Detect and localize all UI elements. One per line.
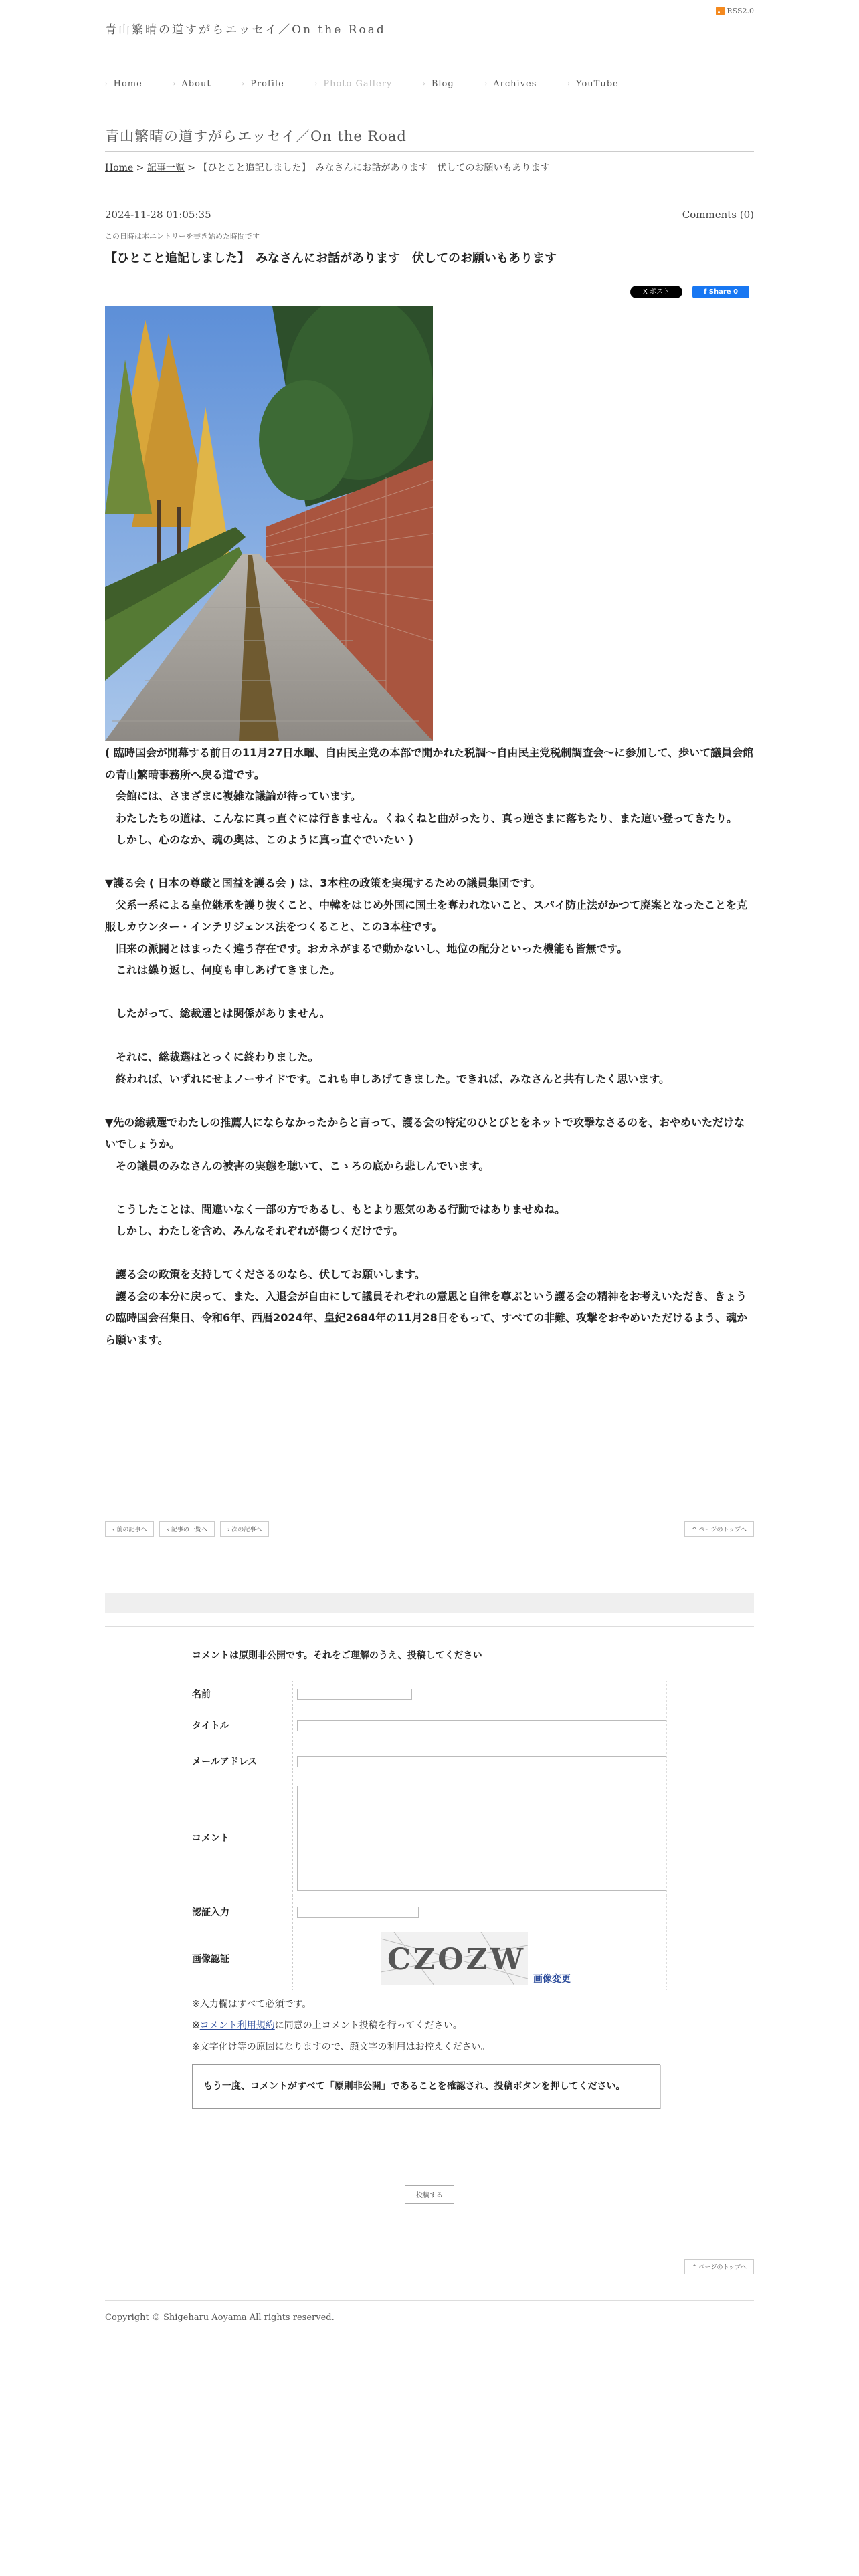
breadcrumb-separator: > bbox=[184, 163, 199, 173]
comment-textarea[interactable] bbox=[297, 1786, 666, 1891]
breadcrumb-separator: > bbox=[133, 163, 147, 173]
nav-label: Photo Gallery bbox=[323, 79, 393, 89]
entry-datetime-note: この日時は本エントリーを書き始めた時間です bbox=[105, 232, 260, 241]
nav-profile[interactable] bbox=[242, 79, 284, 89]
paragraph: 旧来の派閥とはまったく違う存在です。おカネがまるで動かないし、地位の配分といった機能も皆無です。 bbox=[105, 942, 628, 955]
chevron-right-icon: › bbox=[314, 80, 318, 88]
email-label: メールアドレス bbox=[192, 1743, 293, 1780]
entry-photo bbox=[105, 306, 433, 741]
auth-input[interactable] bbox=[297, 1907, 419, 1918]
chevron-right-icon: › bbox=[484, 80, 488, 88]
paragraph: 護る会の本分に戻って、また、入退会が自由にして議員それぞれの意思と自律を尊ぶという護る会の精神をお考えいただき、きょうの臨時国会召集日、令和6年、西暦2024年、皇紀2684年の11月28日をもって、すべての非難、攻撃をおやめいただけるよう、魂から願います。 bbox=[105, 1289, 748, 1346]
nav-label: Blog bbox=[431, 79, 454, 89]
entry-title: 【ひとこと追記しました】 みなさんにお話があります 伏してのお願いもあります bbox=[105, 251, 557, 265]
chevron-right-icon: › bbox=[242, 80, 246, 88]
facebook-share-button[interactable]: f Share 0 bbox=[692, 286, 749, 298]
paragraph: それに、総裁選はとっくに終わりました。 bbox=[105, 1051, 319, 1063]
entry-body bbox=[105, 742, 754, 1351]
paragraph: 終われば、いずれにせよノーサイドです。これも申しあげてきました。できれば、みなさんと共有したく思います。 bbox=[105, 1072, 670, 1085]
paragraph: しかし、心のなか、魂の奥は、このように真っ直ぐでいたい ) bbox=[105, 833, 413, 846]
page-top-button-bottom[interactable]: ^ ページのトップへ bbox=[684, 2259, 754, 2274]
note-terms: ※コメント利用規約に同意の上コメント投稿を行ってください。 bbox=[192, 2020, 462, 2031]
footer-divider bbox=[105, 2300, 754, 2301]
chevron-right-icon: › bbox=[173, 80, 177, 88]
note-emoticons: ※文字化け等の原因になりますので、顔文字の利用はお控えください。 bbox=[192, 2042, 490, 2052]
nav-label: Archives bbox=[493, 79, 537, 89]
rss-label: RSS2.0 bbox=[727, 7, 754, 15]
captcha-label: 画像認証 bbox=[192, 1928, 293, 1990]
nav-label: YouTube bbox=[576, 79, 619, 89]
post-list-button[interactable]: ‹ 記事の一覧へ bbox=[159, 1521, 214, 1537]
note-required: ※入力欄はすべて必須です。 bbox=[192, 1999, 312, 2010]
nav-archives[interactable] bbox=[485, 79, 537, 89]
form-notes bbox=[192, 1994, 667, 2058]
chevron-right-icon: › bbox=[105, 80, 108, 88]
paragraph: ▼先の総裁選でわたしの推薦人にならなかったからと言って、護る会の特定のひとびとをネットで攻撃なさるのを、おやめいただけないでしょうか。 bbox=[105, 1115, 745, 1150]
comment-row bbox=[192, 1780, 667, 1896]
breadcrumb-list[interactable]: 記事一覧 bbox=[147, 163, 185, 173]
confirm-message: もう一度、コメントがすべて「原則非公開」であることを確認され、投稿ボタンを押してください。 bbox=[192, 2064, 660, 2109]
page-top-button[interactable]: ^ ページのトップへ bbox=[684, 1521, 754, 1537]
nav-label: Profile bbox=[250, 79, 284, 89]
paragraph: ▼護る会 ( 日本の尊厳と国益を護る会 ) は、3本柱の政策を実現するための議員集団です。 bbox=[105, 877, 541, 889]
auth-row bbox=[192, 1896, 667, 1928]
nav-home[interactable] bbox=[105, 79, 142, 89]
email-input[interactable] bbox=[297, 1756, 666, 1767]
nav-photo-gallery[interactable] bbox=[315, 79, 392, 89]
paragraph: 会館には、さまざまに複雑な議論が待っています。 bbox=[105, 790, 361, 802]
name-label: 名前 bbox=[192, 1681, 293, 1707]
rss-link[interactable] bbox=[716, 7, 754, 15]
submit-button[interactable]: 投稿する bbox=[405, 2185, 454, 2204]
captcha-change-link[interactable]: 画像変更 bbox=[533, 1974, 571, 1985]
comment-form bbox=[192, 1648, 667, 2109]
title-input[interactable] bbox=[297, 1720, 666, 1731]
page-title: 青山繁晴の道すがらエッセイ／On the Road bbox=[105, 126, 754, 152]
comments-header-bar bbox=[105, 1593, 754, 1613]
nav-label: Home bbox=[113, 79, 142, 89]
comment-notice: コメントは原則非公開です。それをご理解のうえ、投稿してください bbox=[192, 1650, 482, 1661]
comment-label: コメント bbox=[192, 1780, 293, 1896]
paragraph: 父系一系による皇位継承を護り抜くこと、中韓をはじめ外国に国土を奪われないこと、スパイ防止法がかつて廃案となったことを克服しカウンター・インテリジェンス法をつくること、この3本柱です。 bbox=[105, 898, 748, 933]
rss-icon bbox=[716, 7, 725, 15]
title-label: タイトル bbox=[192, 1707, 293, 1743]
nav-youtube[interactable] bbox=[567, 79, 618, 89]
next-post-button[interactable]: › 次の記事へ bbox=[220, 1521, 269, 1537]
captcha-row bbox=[192, 1928, 667, 1990]
name-row bbox=[192, 1681, 667, 1707]
terms-link[interactable]: コメント利用規約 bbox=[199, 2020, 275, 2031]
captcha-text: CZOZW bbox=[387, 1943, 526, 1977]
breadcrumb-current: 【ひとこと追記しました】 みなさんにお話があります 伏してのお願いもあります bbox=[198, 163, 550, 173]
breadcrumb bbox=[105, 160, 549, 174]
paragraph: これは繰り返し、何度も申しあげてきました。 bbox=[105, 964, 341, 976]
copyright: Copyright © Shigeharu Aoyama All rights reserved. bbox=[105, 2313, 335, 2323]
nav-about[interactable] bbox=[173, 79, 211, 89]
email-row bbox=[192, 1743, 667, 1780]
comments-count-link[interactable]: Comments (0) bbox=[682, 209, 754, 221]
auth-label: 認証入力 bbox=[192, 1896, 293, 1928]
entry-datetime: 2024-11-28 01:05:35 bbox=[105, 209, 211, 221]
paragraph: ( 臨時国会が開幕する前日の11月27日水曜、自由民主党の本部で開かれた税調〜自由民主党税制調査会〜に参加して、歩いて議員会館の青山繁晴事務所へ戻る道です。 bbox=[105, 746, 754, 781]
paragraph: しかし、わたしを含め、みんなそれぞれが傷つくだけです。 bbox=[105, 1224, 404, 1237]
x-post-button[interactable]: X ポスト bbox=[630, 286, 682, 298]
captcha-image bbox=[381, 1932, 528, 1985]
main-nav bbox=[105, 79, 754, 89]
name-input[interactable] bbox=[297, 1689, 412, 1700]
chevron-right-icon: › bbox=[423, 80, 426, 88]
paragraph: こうしたことは、間違いなく一部の方であるし、もとより悪気のある行動ではありませぬね。 bbox=[105, 1202, 566, 1216]
nav-label: About bbox=[181, 79, 211, 89]
prev-post-button[interactable]: ‹ 前の記事へ bbox=[105, 1521, 154, 1537]
paragraph: その議員のみなさんの被害の実態を聴いて、こゝろの底から悲しんでいます。 bbox=[105, 1159, 490, 1172]
nav-blog[interactable] bbox=[423, 79, 454, 89]
post-navigation bbox=[105, 1521, 269, 1537]
paragraph: わたしたちの道は、こんなに真っ直ぐには行きません。くねくねと曲がったり、真っ逆さまに落ちたり、また這い登ってきたり。 bbox=[105, 811, 737, 825]
chevron-right-icon: › bbox=[567, 80, 571, 88]
captcha bbox=[297, 1932, 571, 1985]
site-title[interactable]: 青山繁晴の道すがらエッセイ／On the Road bbox=[105, 23, 386, 37]
paragraph: 護る会の政策を支持してくださるのなら、伏してお願いします。 bbox=[105, 1268, 425, 1281]
breadcrumb-home[interactable]: Home bbox=[105, 163, 134, 173]
divider bbox=[105, 1626, 754, 1627]
paragraph: したがって、総裁選とは関係がありません。 bbox=[105, 1007, 330, 1020]
title-row bbox=[192, 1707, 667, 1743]
